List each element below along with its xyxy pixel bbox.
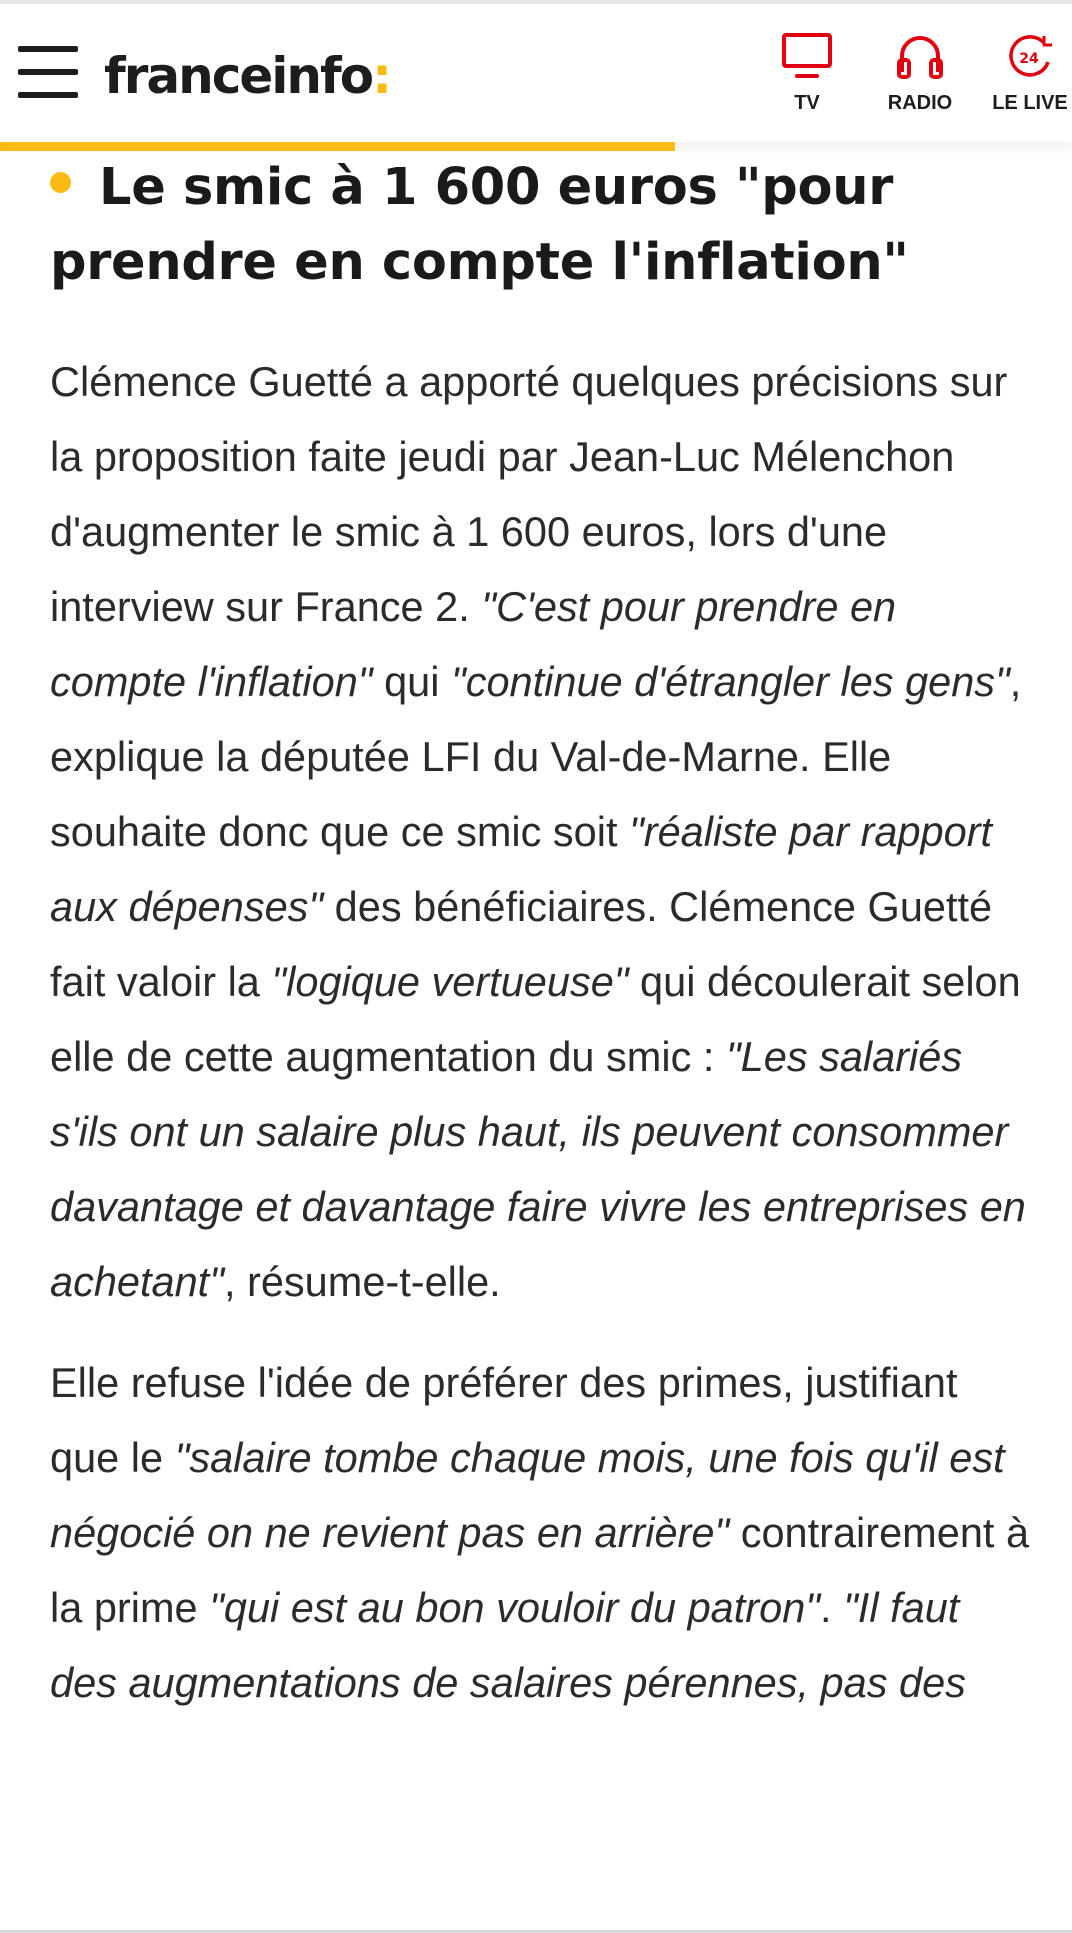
- text-run: .: [820, 1584, 844, 1631]
- franceinfo-logo[interactable]: [104, 40, 390, 112]
- tv-icon: [781, 30, 833, 82]
- text-run: , résume-t-elle.: [223, 1258, 501, 1305]
- text-run: Elle refuse l'idée de préférer des primes, justifiant que le: [50, 1359, 958, 1481]
- live-24-icon: [1004, 30, 1056, 82]
- quote: "Les salariés s'ils ont un salaire plus haut, ils peuvent consommer davantage et davantage faire vivre les entreprises en achetant": [50, 1033, 1026, 1305]
- site-header: [0, 4, 1072, 142]
- quote: "réaliste par rapport aux dépenses": [50, 808, 993, 930]
- quote: "C'est pour prendre en compte l'inflation": [50, 583, 897, 705]
- headline-text: Le smic à 1 600 euros "pour prendre en compte l'inflation": [50, 158, 909, 292]
- quote: "continue d'étrangler les gens": [451, 658, 1010, 705]
- menu-icon[interactable]: [18, 46, 78, 98]
- quote: "qui est au bon vouloir du patron": [209, 1584, 821, 1631]
- quote: "salaire tombe chaque mois, une fois qu'il est négocié on ne revient pas en arrière": [50, 1434, 1005, 1556]
- text-run: , explique la députée LFI du Val-de-Marne. Elle souhaite donc que ce smic soit: [50, 658, 1022, 855]
- live-badge: 24: [1019, 51, 1039, 67]
- nav-radio[interactable]: [876, 30, 964, 115]
- text-run: qui: [372, 658, 451, 705]
- logo-text: franceinfo: [104, 47, 373, 105]
- text-run: contrairement à la prime: [50, 1509, 1030, 1631]
- nav-live-label: LE LIVE: [992, 92, 1068, 114]
- article-paragraph: [50, 1345, 1030, 1720]
- nav-tv-label: TV: [794, 92, 820, 114]
- quote: "logique vertueuse": [271, 958, 629, 1005]
- article-paragraph: [50, 344, 1030, 1319]
- nav-live[interactable]: [984, 30, 1072, 115]
- text-run: des bénéficiaires. Clémence Guetté fait valoir la: [50, 883, 993, 1005]
- reading-progress-bar: [0, 142, 1072, 151]
- quote: "Il faut des augmentations de salaires pérennes, pas des: [50, 1584, 966, 1706]
- text-run: Clémence Guetté a apporté quelques précisions sur la proposition faite jeudi par Jean-Luc Mélenchon d'augmenter le smic à 1 600 euros, lors d'une interview sur France 2.: [50, 358, 1008, 630]
- article-content: [50, 150, 1030, 1720]
- text-run: qui découlerait selon elle de cette augmentation du smic :: [50, 958, 1021, 1080]
- logo-colon: :: [372, 47, 391, 105]
- nav-tv[interactable]: [774, 30, 840, 115]
- nav-radio-label: RADIO: [887, 92, 953, 114]
- bullet-dot: [50, 172, 71, 193]
- section-headline: [50, 150, 1030, 300]
- headphones-icon: [894, 30, 946, 82]
- reading-progress-fill: [0, 142, 675, 151]
